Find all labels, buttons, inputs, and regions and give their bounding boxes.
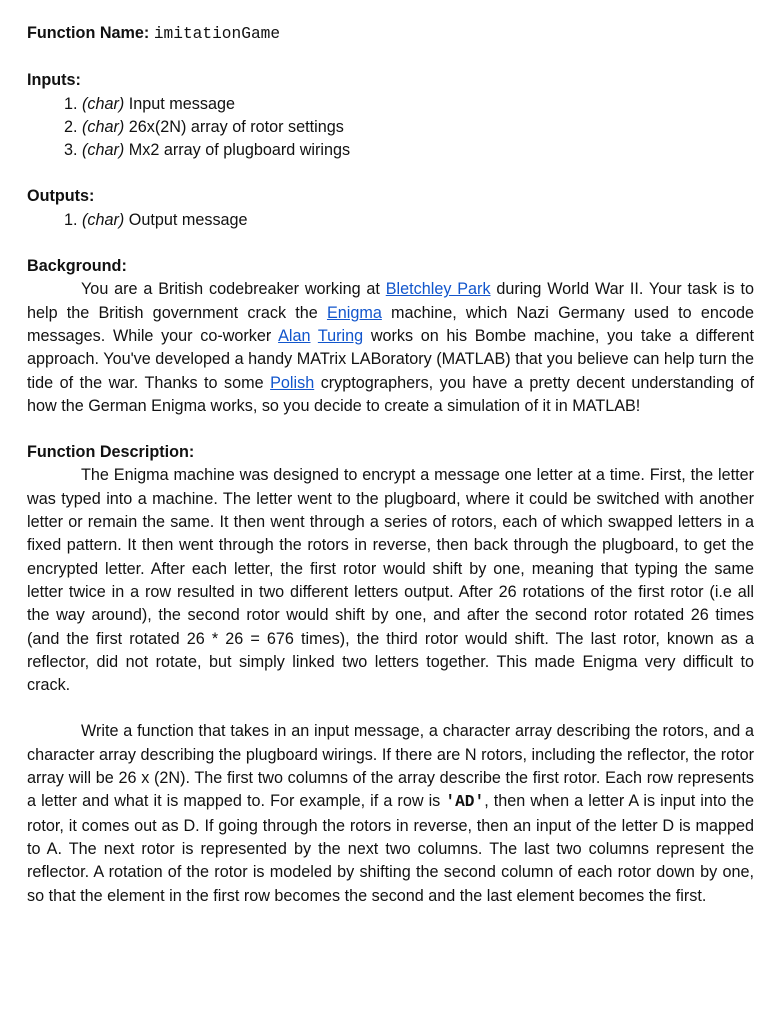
code-snippet: 'AD' <box>445 793 485 812</box>
list-item: 1. (char) Output message <box>82 209 754 232</box>
list-item: 3. (char) Mx2 array of plugboard wirings <box>82 139 754 162</box>
inputs-list <box>27 93 754 163</box>
function-name-line <box>27 22 754 46</box>
background-paragraph: You are a British codebreaker working at Bletchley Park during World War II. Your task is to help the British government crack the Enigma machine, which Nazi Germany used to encode messages. While your co-worker Alan Turing works on his Bombe machine, you take a different approach. You've developed a handy MATrix LABoratory (MATLAB) that you believe can help turn the tide of the war. Thanks to some Polish cryptographers, you have a pretty decent understanding of how the German Enigma works, so you decide to create a simulation of it in MATLAB! <box>27 280 754 415</box>
outputs-heading: Outputs: <box>27 187 95 206</box>
bletchley-park-link[interactable]: Bletchley Park <box>385 280 491 299</box>
description-paragraph-2: Write a function that takes in an input message, a character array describing the rotors, and a character array describing the plugboard wirings. If there are N rotors, including the reflector, the rotor array will be 26 x (2N). The first two columns of the array describe the first rotor. Each row represents a letter and what it is mapped to. For example, if a row is 'AD', then when a letter A is input into the rotor, it comes out as D. If going through the rotors in reverse, then an input of the letter D is mapped to A. The next rotor is represented by the next two columns. The last two columns represent the reflector. A rotation of the rotor is modeled by shifting the second column of each rotor down by one, so that the element in the first row becomes the second and the last element becomes the first. <box>27 722 754 905</box>
background-heading: Background: <box>27 257 127 276</box>
inputs-heading: Inputs: <box>27 71 81 90</box>
list-item: 2. (char) 26x(2N) array of rotor settings <box>82 116 754 139</box>
enigma-link[interactable]: Enigma <box>326 303 382 322</box>
outputs-list <box>27 209 754 232</box>
list-item: 1. (char) Input message <box>82 93 754 116</box>
alan-link[interactable]: Alan <box>278 326 311 345</box>
polish-link[interactable]: Polish <box>270 373 315 392</box>
description-paragraph-1: The Enigma machine was designed to encrypt a message one letter at a time. First, the letter was typed into a machine. The letter went to the plugboard, where it could be switched with another letter or remain the same. It then went through a series of rotors, each of which swapped letters in a fixed pattern. It then went through the rotors in reverse, then back through the plugboard, to get the encrypted letter. After each letter, the first rotor would shift by one, meaning that typing the same letter twice in a row resulted in two different letters output. After 26 rotations of the first rotor (i.e all the way around), the second rotor would shift by one, and after the second rotor rotated 26 times (and the first rotated 26 * 26 = 676 times), the third rotor would shift. The last rotor, known as a reflector, did not rotate, but simply linked two letters together. This made Enigma very difficult to crack. <box>27 466 754 695</box>
function-name-value: imitationGame <box>153 25 281 43</box>
turing-link[interactable]: Turing <box>317 326 364 345</box>
function-name-label: Function Name: <box>27 24 150 42</box>
function-description-heading: Function Description: <box>27 443 195 462</box>
